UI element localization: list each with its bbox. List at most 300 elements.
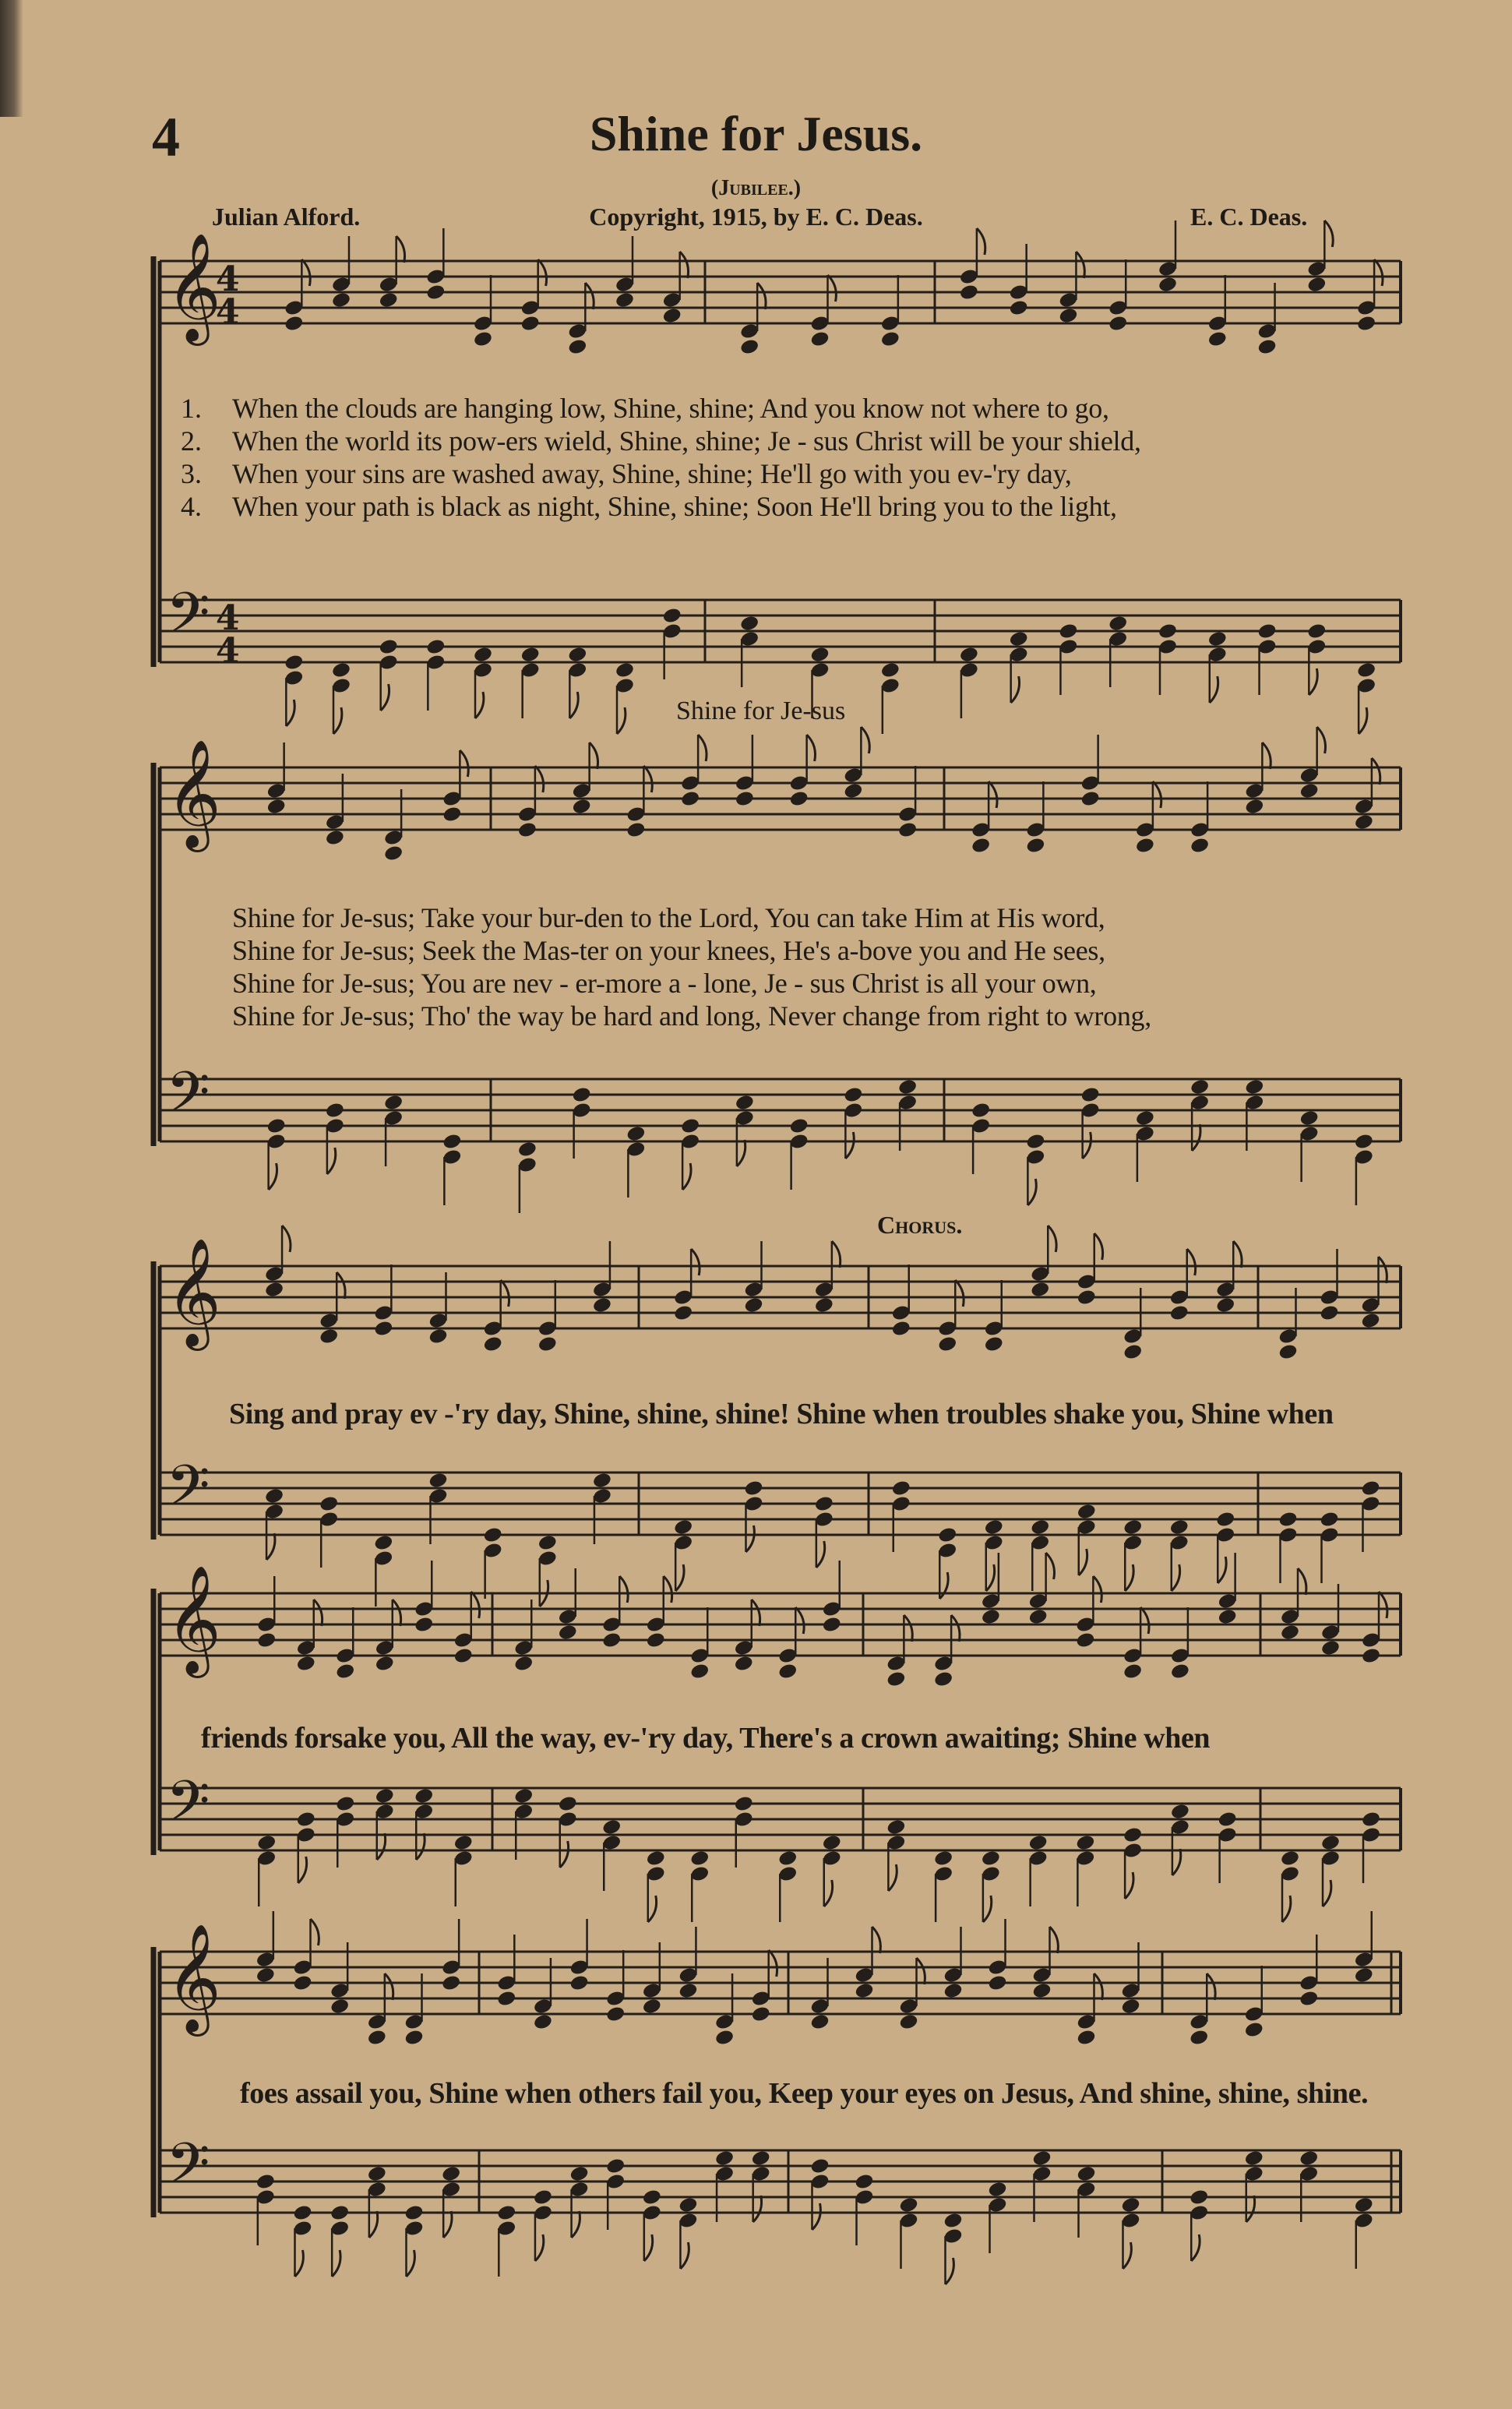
note-flag <box>648 1896 657 1922</box>
note-flag <box>1298 1568 1306 1595</box>
note-head <box>404 2204 424 2222</box>
note-flag <box>327 1148 336 1174</box>
note-head <box>496 1990 516 2008</box>
note-head <box>743 1480 763 1497</box>
note-flag <box>1372 758 1380 785</box>
note-head <box>937 1335 957 1353</box>
note-head <box>891 1320 911 1338</box>
note-head <box>513 1655 534 1673</box>
note-head <box>1354 813 1374 831</box>
note-head <box>626 1125 646 1143</box>
note-head <box>375 1655 395 1673</box>
note-flag <box>333 707 342 734</box>
chorus-lyric: Sing and pray ev -'ry day, Shine, shine, shine! Shine when troubles shake you, Shine when <box>229 1398 1334 1430</box>
note-head <box>367 2165 387 2183</box>
note-head <box>971 837 991 855</box>
note-flag <box>393 1600 401 1626</box>
note-flag <box>590 742 598 769</box>
note-head <box>537 1534 558 1552</box>
note-head <box>1319 1511 1339 1529</box>
note-flag <box>757 283 766 309</box>
note-head <box>517 821 537 839</box>
note-head <box>1077 1503 1097 1521</box>
note-flag <box>946 2258 954 2284</box>
note-flag <box>986 1564 995 1591</box>
treble-clef: 𝄞 <box>166 1924 221 2032</box>
note-head <box>1320 1834 1341 1852</box>
note-head <box>814 1296 834 1314</box>
note-flag <box>501 1280 509 1307</box>
note-flag <box>617 707 626 734</box>
bass-clef: 𝄢 <box>166 1452 210 1533</box>
note-flag <box>535 766 544 792</box>
note-head <box>1030 1281 1050 1299</box>
note-flag <box>301 259 310 286</box>
note-head <box>959 646 979 664</box>
note-head <box>428 1472 448 1490</box>
words-credit: Julian Alford. <box>212 203 361 231</box>
note-head <box>605 2005 626 2023</box>
note-flag <box>1309 668 1317 695</box>
note-head <box>1190 837 1210 855</box>
note-head <box>751 2150 771 2167</box>
note-head <box>1058 307 1078 325</box>
note-flag <box>904 1615 912 1642</box>
note-head <box>1058 623 1078 640</box>
note-flag <box>769 1950 777 1977</box>
note-head <box>1080 790 1101 808</box>
note-head <box>984 1335 1004 1353</box>
note-flag <box>443 2211 452 2238</box>
note-flag <box>332 2250 340 2277</box>
note-head <box>335 1795 355 1813</box>
note-flag <box>1011 676 1020 703</box>
note-head <box>735 790 755 808</box>
note-flag <box>314 1600 322 1626</box>
note-head <box>1028 1834 1049 1852</box>
note-head <box>330 1998 350 2016</box>
note-head <box>1120 2196 1140 2214</box>
note-flag <box>643 766 652 792</box>
treble-clef: 𝄞 <box>166 233 221 341</box>
note-flag <box>824 1880 833 1906</box>
note-head <box>325 1102 345 1120</box>
note-head <box>1280 1624 1300 1642</box>
note-head <box>1244 1078 1264 1096</box>
note-head <box>646 1631 666 1649</box>
note-head <box>1299 1990 1319 2008</box>
note-head <box>1031 2150 1052 2167</box>
note-head <box>1354 1133 1374 1151</box>
note-flag <box>1262 742 1271 769</box>
note-head <box>1158 623 1178 640</box>
note-head <box>442 1133 462 1151</box>
note-flag <box>1192 1124 1200 1151</box>
note-head <box>375 1787 395 1805</box>
note-flag <box>682 1163 691 1190</box>
note-head <box>1028 1608 1049 1626</box>
note-head <box>483 1335 503 1353</box>
note-head <box>1077 1289 1097 1307</box>
note-head <box>601 1631 622 1649</box>
note-head <box>735 1094 755 1112</box>
note-head <box>822 1834 842 1852</box>
note-head <box>537 1335 558 1353</box>
note-head <box>943 2212 963 2230</box>
note-flag <box>951 1615 960 1642</box>
note-head <box>1278 1343 1298 1361</box>
treble-clef: 𝄞 <box>166 1565 221 1674</box>
verse-lyric: When your path is black as night, Shine, shine; Soon He'll bring you to the light, <box>232 491 1117 522</box>
note-flag <box>569 692 578 718</box>
note-head <box>1076 2029 1096 2047</box>
note-flag <box>1094 1233 1103 1260</box>
note-flag <box>1050 1927 1059 1953</box>
note-flag <box>1172 1564 1180 1591</box>
note-head <box>1278 1511 1298 1529</box>
note-head <box>1025 837 1045 855</box>
note-head <box>367 2029 387 2047</box>
note-head <box>331 291 351 309</box>
note-head <box>777 1663 798 1681</box>
note-head <box>592 1472 612 1490</box>
note-head <box>626 821 646 839</box>
note-head <box>1189 2029 1209 2047</box>
note-head <box>809 330 830 348</box>
note-flag <box>1191 2234 1200 2261</box>
note-head <box>933 1670 953 1688</box>
note-flag <box>475 692 484 718</box>
note-head <box>1207 630 1228 648</box>
note-head <box>373 1534 393 1552</box>
note-flag <box>1379 1592 1387 1618</box>
note-flag <box>1207 1973 1215 2000</box>
note-head <box>615 291 635 309</box>
note-head <box>1356 661 1376 679</box>
note-flag <box>680 2242 689 2269</box>
note-head <box>1169 1518 1190 1536</box>
note-flag <box>812 2203 821 2230</box>
note-head <box>987 1974 1007 1992</box>
note-flag <box>753 2196 762 2222</box>
note-head <box>662 307 682 325</box>
note-flag <box>1233 1241 1242 1268</box>
note-flag <box>917 1958 925 1984</box>
note-head <box>1256 623 1277 640</box>
bass-clef: 𝄢 <box>166 1768 210 1848</box>
note-flag <box>298 1857 307 1883</box>
note-flag <box>337 1272 345 1299</box>
note-head <box>256 1834 277 1852</box>
note-flag <box>416 1833 425 1860</box>
time-signature: 4 <box>216 292 240 332</box>
note-head <box>453 1834 474 1852</box>
note-flag <box>1374 259 1383 286</box>
note-head <box>256 1631 277 1649</box>
verse-lyric: Shine for Je-sus; Seek the Mas-ter on your knees, He's a-bove you and He sees, <box>232 935 1105 966</box>
treble-clef: 𝄞 <box>166 739 221 848</box>
note-head <box>789 790 809 808</box>
note-flag <box>1379 1257 1387 1283</box>
note-flag <box>1079 1549 1087 1575</box>
note-head <box>1320 1639 1341 1657</box>
copyright-notice: Copyright, 1915, by E. C. Deas. <box>589 203 923 231</box>
note-flag <box>471 1592 480 1618</box>
note-head <box>428 1328 448 1346</box>
note-flag <box>1317 727 1326 753</box>
note-head <box>854 1982 874 2000</box>
note-head <box>1306 276 1327 294</box>
note-flag <box>675 1564 684 1591</box>
note-head <box>959 284 979 302</box>
note-head <box>1169 1304 1190 1322</box>
note-flag <box>832 1241 841 1268</box>
note-flag <box>888 1864 897 1891</box>
note-head <box>1299 782 1320 800</box>
chorus-lyric: foes assail you, Shine when others fail you, Keep your eyes on Jesus, And shine, shine, shine. <box>240 2077 1369 2110</box>
note-head <box>558 1795 578 1813</box>
note-head <box>1123 1518 1143 1536</box>
note-head <box>330 2204 350 2222</box>
note-head <box>886 1818 906 1836</box>
note-head <box>843 1086 863 1104</box>
note-head <box>1108 315 1128 333</box>
note-head <box>1218 1811 1238 1829</box>
note-flag <box>1218 1557 1226 1583</box>
note-head <box>569 1974 589 1992</box>
note-flag <box>989 781 997 808</box>
note-head <box>414 1616 434 1634</box>
note-head <box>558 1624 578 1642</box>
note-flag <box>1123 2242 1132 2269</box>
note-flag <box>644 2234 653 2261</box>
note-head <box>379 638 399 656</box>
note-head <box>383 845 404 862</box>
note-head <box>296 1811 316 1829</box>
note-flag <box>1140 1607 1149 1634</box>
note-head <box>615 661 635 679</box>
note-flag <box>939 1572 948 1599</box>
note-flag <box>585 283 594 309</box>
note-head <box>441 1974 461 1992</box>
note-head <box>569 2165 589 2183</box>
note-head <box>734 1655 754 1673</box>
treble-clef: 𝄞 <box>166 1238 221 1346</box>
note-head <box>517 1141 537 1159</box>
note-head <box>1123 1663 1143 1681</box>
note-flag <box>1076 252 1084 278</box>
verse-number: 3. <box>181 458 202 489</box>
note-head <box>1135 837 1155 855</box>
note-head <box>1030 1518 1050 1536</box>
note-flag <box>1210 676 1218 703</box>
note-head <box>1280 1850 1300 1868</box>
note-head <box>1361 1811 1381 1829</box>
note-head <box>266 1117 287 1135</box>
note-head <box>943 1982 963 2000</box>
note-head <box>662 607 682 625</box>
note-head <box>1354 1966 1374 1984</box>
note-flag <box>369 2211 378 2238</box>
note-head <box>673 1518 693 1536</box>
note-head <box>256 1966 276 1984</box>
note-head <box>373 1320 393 1338</box>
note-head <box>854 2173 874 2191</box>
note-flag <box>282 1226 291 1252</box>
note-head <box>1215 1511 1235 1529</box>
note-head <box>680 1117 700 1135</box>
note-head <box>971 1102 991 1120</box>
note-head <box>379 291 399 309</box>
note-head <box>642 2189 662 2206</box>
note-flag <box>680 252 689 278</box>
note-head <box>1009 299 1029 317</box>
note-head <box>473 646 493 664</box>
note-head <box>898 2013 918 2031</box>
note-head <box>264 1281 284 1299</box>
note-flag <box>983 1896 992 1922</box>
note-head <box>789 1117 809 1135</box>
note-head <box>414 1787 434 1805</box>
verse-lyric: Shine for Je-sus; You are nev - er-more a - lone, Je - sus Christ is all your own, <box>232 968 1097 999</box>
note-flag <box>1125 1564 1133 1591</box>
note-head <box>981 1608 1001 1626</box>
note-head <box>809 2157 830 2175</box>
page-number: 4 <box>152 106 180 168</box>
note-head <box>984 1518 1004 1536</box>
note-head <box>673 1304 693 1322</box>
note-head <box>1256 338 1277 356</box>
note-head <box>1120 1998 1140 2016</box>
note-flag <box>737 1140 745 1166</box>
note-flag <box>407 2250 415 2277</box>
note-head <box>689 1663 710 1681</box>
note-flag <box>460 750 468 777</box>
note-head <box>1170 1663 1190 1681</box>
note-flag <box>311 1919 319 1945</box>
note-head <box>296 1655 316 1673</box>
note-head <box>1135 1109 1155 1127</box>
note-flag <box>1282 1896 1291 1922</box>
note-head <box>404 2029 424 2047</box>
verse-lyric: When the world its pow-ers wield, Shine, shine; Je - sus Christ will be your shield, <box>232 425 1141 457</box>
note-flag <box>691 1249 700 1275</box>
note-flag <box>1323 1880 1331 1906</box>
note-flag <box>698 735 707 761</box>
note-head <box>1108 615 1128 633</box>
note-head <box>331 661 351 679</box>
note-head <box>897 821 918 839</box>
note-head <box>1075 1631 1095 1649</box>
note-head <box>714 2029 735 2047</box>
note-head <box>1244 2150 1264 2167</box>
note-flag <box>1083 1132 1091 1159</box>
note-head <box>987 2181 1007 2199</box>
note-head <box>1306 623 1327 640</box>
note-head <box>256 2173 276 2191</box>
note-head <box>897 1078 918 1096</box>
verse-lyric: Shine for Je-sus; Take your bur-den to the Lord, You can take Him at His word, <box>232 902 1105 933</box>
note-flag <box>1125 1872 1133 1899</box>
chorus-label: Chorus. <box>877 1211 963 1239</box>
note-head <box>1215 1296 1235 1314</box>
note-head <box>292 1974 312 1992</box>
note-head <box>743 1296 763 1314</box>
note-head <box>567 646 587 664</box>
note-head <box>739 615 760 633</box>
note-head <box>739 338 760 356</box>
note-head <box>473 330 493 348</box>
note-head <box>678 2196 698 2214</box>
note-flag <box>1187 1249 1196 1275</box>
note-flag <box>619 1576 628 1603</box>
time-signature: 4 <box>216 259 240 299</box>
note-flag <box>872 1927 881 1953</box>
note-head <box>843 782 863 800</box>
note-head <box>1076 2165 1096 2183</box>
note-head <box>1319 1304 1339 1322</box>
note-flag <box>535 2234 544 2261</box>
note-flag <box>1093 1576 1101 1603</box>
note-head <box>325 829 345 847</box>
note-head <box>734 1795 754 1813</box>
note-head <box>601 1818 622 1836</box>
tune-name: (Jubilee.) <box>710 176 802 200</box>
note-head <box>1080 1086 1101 1104</box>
note-flag <box>1046 1553 1055 1579</box>
bass-clef: 𝄢 <box>166 580 210 660</box>
note-head <box>809 2013 830 2031</box>
note-head <box>520 315 541 333</box>
note-head <box>680 790 700 808</box>
time-signature: 4 <box>216 631 240 671</box>
note-flag <box>845 1132 854 1159</box>
note-head <box>809 646 830 664</box>
bass-staff-lyric: Shine for Je-sus <box>676 697 846 725</box>
note-head <box>933 1850 953 1868</box>
note-head <box>714 2150 735 2167</box>
note-head <box>1299 1109 1320 1127</box>
note-head <box>1189 2189 1209 2206</box>
bass-clef: 𝄢 <box>166 1059 210 1139</box>
note-head <box>442 806 462 824</box>
note-head <box>1361 1647 1381 1665</box>
note-head <box>891 1480 911 1497</box>
note-head <box>886 1670 906 1688</box>
verse-number: 1. <box>181 393 202 424</box>
note-flag <box>1359 707 1367 734</box>
note-head <box>572 798 592 816</box>
note-head <box>1207 330 1228 348</box>
note-head <box>592 1296 612 1314</box>
note-head <box>605 2157 626 2175</box>
note-flag <box>752 1600 760 1626</box>
hymn-title: Shine for Jesus. <box>589 106 923 161</box>
note-head <box>642 1998 662 2016</box>
note-flag <box>269 1163 277 1190</box>
note-head <box>1123 1343 1143 1361</box>
note-head <box>383 1094 404 1112</box>
note-head <box>1075 1834 1095 1852</box>
note-head <box>572 1086 592 1104</box>
note-head <box>1356 315 1376 333</box>
note-flag <box>538 259 547 286</box>
note-flag <box>1246 2196 1255 2222</box>
note-head <box>1299 2150 1319 2167</box>
note-head <box>425 638 446 656</box>
note-head <box>981 1850 1001 1868</box>
note-flag <box>397 236 405 263</box>
